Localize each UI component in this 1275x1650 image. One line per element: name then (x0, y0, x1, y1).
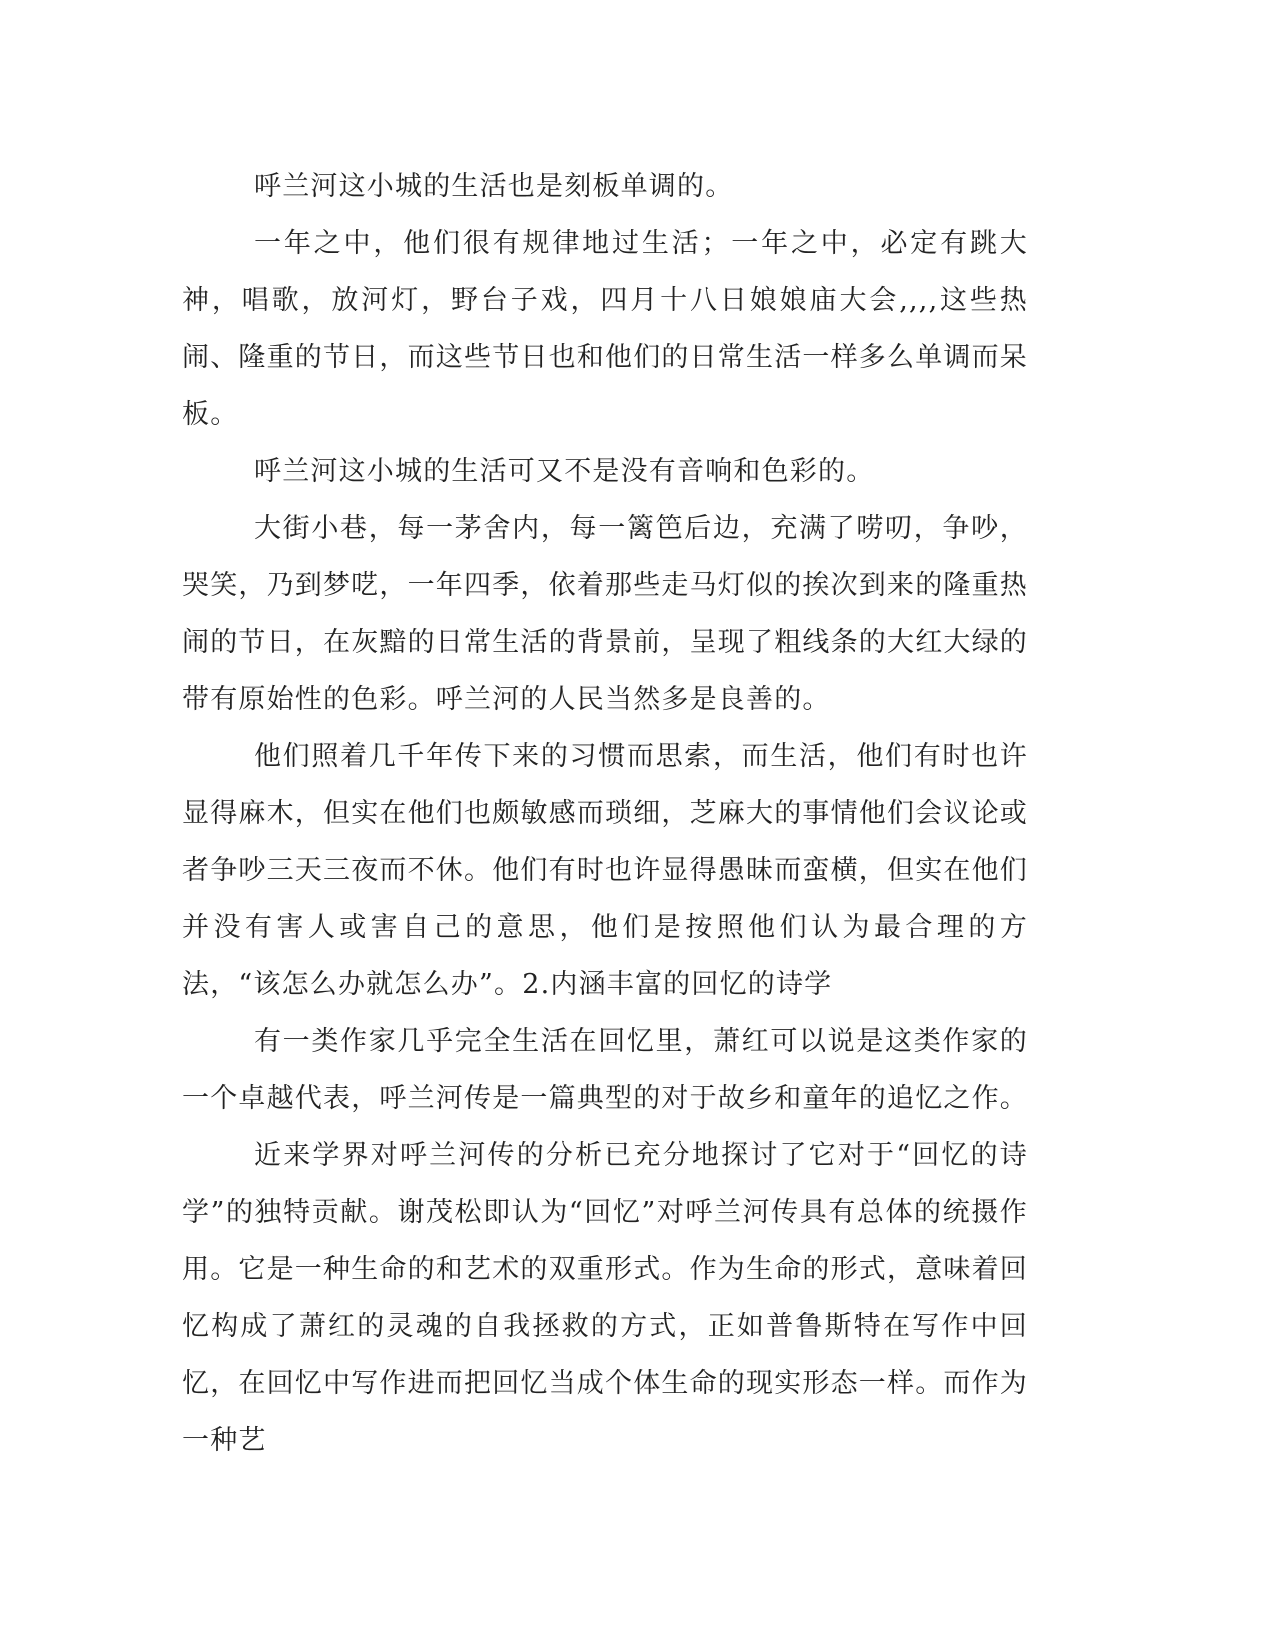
paragraph-2: 一年之中，他们很有规律地过生活；一年之中，必定有跳大神，唱歌，放河灯，野台子戏，四月十八日娘娘庙大会,,,,这些热闹、隆重的节日，而这些节日也和他们的日常生活一样多么单调而呆板。 (182, 228, 1028, 430)
paragraph-6: 有一类作家几乎完全生活在回忆里，萧红可以说是这类作家的一个卓越代表，呼兰河传是一篇典型的对于故乡和童年的追忆之作。 (182, 1026, 1028, 1114)
paragraph-4: 大街小巷，每一茅舍内，每一篱笆后边，充满了唠叨，争吵，哭笑，乃到梦呓，一年四季，依着那些走马灯似的挨次到来的隆重热闹的节日，在灰黯的日常生活的背景前，呈现了粗线条的大红大绿的带有原始性的色彩。呼兰河的人民当然多是良善的。 (182, 513, 1028, 715)
paragraph-1: 呼兰河这小城的生活也是刻板单调的。 (254, 171, 734, 202)
paragraph-5: 他们照着几千年传下来的习惯而思索，而生活，他们有时也许显得麻木，但实在他们也颇敏感而琐细，芝麻大的事情他们会议论或者争吵三天三夜而不休。他们有时也许显得愚昧而蛮横，但实在他们并没有害人或害自己的意思，他们是按照他们认为最合理的方法，“该怎么办就怎么办”。2.内涵丰富的回忆的诗学 (182, 741, 1028, 1000)
document-body (182, 158, 1028, 1469)
paragraph-7: 近来学界对呼兰河传的分析已充分地探讨了它对于“回忆的诗学”的独特贡献。谢茂松即认为“回忆”对呼兰河传具有总体的统摄作用。它是一种生命的和艺术的双重形式。作为生命的形式，意味着回忆构成了萧红的灵魂的自我拯救的方式，正如普鲁斯特在写作中回忆，在回忆中写作进而把回忆当成个体生命的现实形态一样。而作为一种艺 (182, 1140, 1028, 1456)
paragraph-3: 呼兰河这小城的生活可又不是没有音响和色彩的。 (254, 456, 875, 487)
